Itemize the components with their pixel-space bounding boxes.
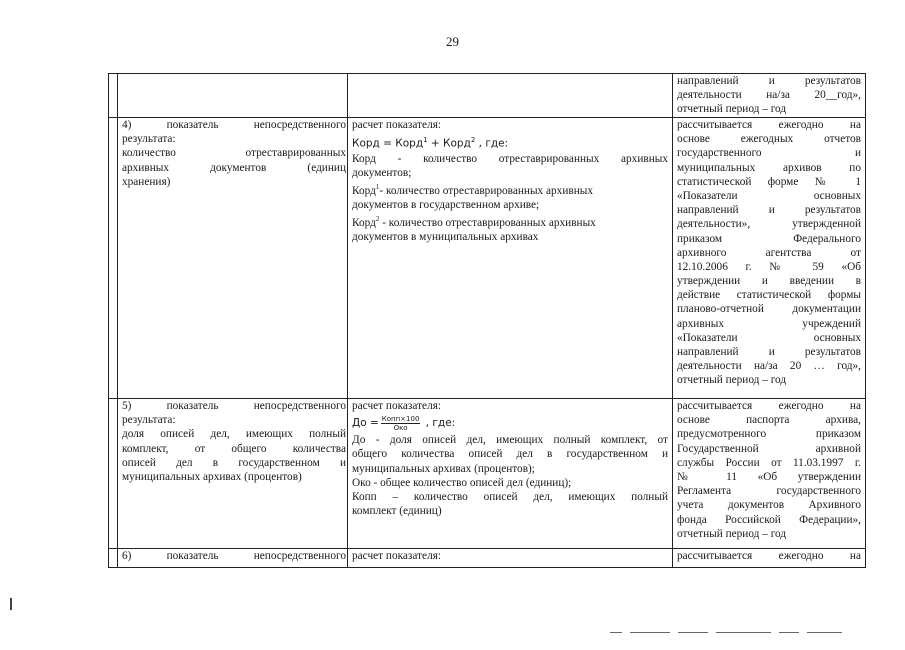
page-number: 29 (446, 34, 459, 49)
indicator-5-formula-cell (352, 399, 668, 518)
indicator-4-formula-cell (352, 118, 668, 244)
text-line: Копп – количество описей дел, имеющих полный (352, 490, 668, 503)
text-line: количество отреставрированных (122, 147, 346, 160)
text-line: отчетный период – год (677, 374, 787, 387)
text-line: До - доля описей дел, имеющих полный комплект, от (352, 434, 668, 447)
scan-footer-marks (610, 632, 860, 634)
text-line: общего количества описей дел в государственном и (352, 448, 668, 461)
text-line: 4) показатель непосредственного (122, 119, 346, 131)
text-line: Регламента государственного (677, 485, 861, 498)
row-continuation-method-cell (677, 74, 861, 117)
text-line: учета документов Архивного (677, 499, 861, 512)
text-line: 12.10.2006 г. № 59 «Об (677, 260, 861, 273)
text-line: деятельности», утвержденной (677, 218, 861, 231)
text-line: Корд - количество отреставрированных архивных (352, 152, 668, 165)
text-line: комплект, от общего количества (122, 442, 346, 455)
table-rule (117, 73, 118, 568)
text-line: результата: (122, 133, 176, 146)
text-line: 6) показатель непосредственного (122, 550, 346, 562)
text-line: комплект (единиц) (352, 505, 442, 518)
text-line: муниципальных архивах (процентов) (122, 470, 302, 483)
indicator-table (108, 73, 866, 568)
text-line: действие статистической формы (677, 289, 861, 302)
indicator-4-method-cell (677, 118, 861, 388)
text-line: рассчитывается ежегодно на (677, 119, 861, 131)
formula: Корд = Корд$^1$ + Корд$^2$ , где: (352, 136, 509, 150)
indicator-6-formula-cell (352, 549, 668, 563)
text-line: направлений и результатов (677, 346, 861, 358)
text-line: архивного агентства от (677, 246, 861, 259)
text-line: статистической форме № 1 (677, 175, 861, 188)
table-rule (347, 73, 348, 568)
text-line: рассчитывается ежегодно на (677, 400, 861, 412)
text-line: рассчитывается ежегодно на (677, 550, 861, 562)
text-line: службы России от 11.03.1997 г. (677, 456, 861, 469)
indicator-4-name-cell (122, 118, 346, 189)
text-line: документов в государственном архиве; (352, 199, 540, 212)
indicator-5-name-cell (122, 399, 346, 484)
text-line: направлений и результатов (677, 204, 861, 217)
text-line: государственного и (677, 147, 861, 160)
table-rule (108, 73, 109, 568)
indicator-6-method-cell (677, 549, 861, 563)
indicator-6-name-cell (122, 549, 346, 563)
text-line: «Показатели основных (677, 331, 861, 344)
text-line: планово-отчетной документации (677, 303, 861, 316)
text-line: описей дел в государственном и (122, 456, 346, 469)
table-rule (672, 73, 673, 568)
text-line: приказом Федерального (677, 232, 861, 245)
text-line: 5) показатель непосредственного (122, 400, 346, 412)
table-rule (108, 567, 866, 568)
text-line: основе паспорта архива, (677, 414, 861, 427)
text-line: отчетный период – год (677, 103, 787, 116)
text-line: предусмотренного приказом (677, 428, 861, 441)
indicator-5-method-cell (677, 399, 861, 541)
text-line: Государственной архивной (677, 442, 861, 455)
text-line: расчет показателя: (352, 400, 442, 412)
text-line: документов; (352, 166, 412, 179)
text-line: архивных документов (единиц (122, 161, 346, 174)
text-line: № 11 «Об утверждении (677, 470, 861, 483)
table-rule (865, 73, 866, 568)
text-line: муниципальных архивов по (677, 161, 861, 174)
text-line: отчетный период – год (677, 527, 787, 540)
text-line: деятельности на/за 20 … год», (677, 360, 861, 373)
text-line: расчет показателя: (352, 550, 442, 562)
text-line: деятельности на/за 20__год», (677, 89, 861, 102)
scan-margin-mark (10, 598, 12, 610)
text-line: утверждении и введении в (677, 275, 861, 288)
text-line: муниципальных архивах (процентов); (352, 462, 535, 475)
text-line: направлений и результатов (677, 75, 861, 87)
text-line: Корд$^1$- количество отреставрированных архивных (352, 183, 593, 197)
text-line: расчет показателя: (352, 119, 442, 131)
text-line: документов в муниципальных архивах (352, 231, 539, 244)
text-line: Корд$^2$ - количество отреставрированных архивных (352, 215, 596, 230)
text-line: основе ежегодных отчетов (677, 133, 861, 146)
text-line: результата: (122, 414, 176, 427)
text-line: хранения) (122, 175, 171, 188)
text-line: «Показатели основных (677, 189, 861, 202)
text-line: доля описей дел, имеющих полный (122, 428, 346, 441)
formula: До = $\frac{\text{Копп×100}}{\text{Око}}$ , где: (352, 414, 456, 432)
text-line: архивных учреждений (677, 317, 861, 330)
text-line: фонда Российской Федерации», (677, 513, 861, 526)
text-line: Око - общее количество описей дел (единиц); (352, 476, 572, 489)
